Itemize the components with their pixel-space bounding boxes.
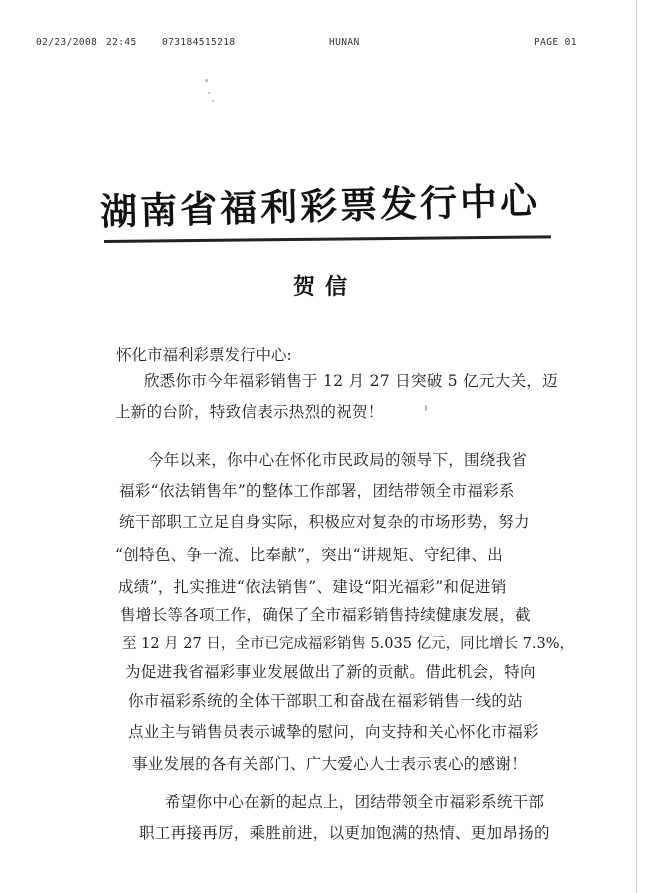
body-line: 至 12 月 27 日，全市已完成福彩销售 5.035 亿元，同比增长 7.3%， [122, 636, 575, 652]
body-line: 点业主与销售员表示诚挚的慰问，向支持和关心怀化市福彩 [128, 723, 539, 741]
salutation: 怀化市福利彩票发行中心: [116, 346, 292, 364]
fax-station-name: HUNAN [329, 37, 360, 48]
body-line: 你市福彩系统的全体干部职工和奋战在福彩销售一线的站 [128, 692, 524, 710]
body-line: 售增长等各项工作，确保了全市福彩销售持续健康发展，截 [120, 606, 531, 624]
body-line: 为促进我省福彩事业发展做出了新的贡献。借此机会，特向 [125, 663, 536, 681]
body-line: 欣悉你市今年福彩销售于 12 月 27 日突破 5 亿元大关，迈 [144, 372, 558, 390]
body-line: 统干部职工立足自身实际，积极应对复杂的市场形势，努力 [119, 513, 530, 531]
organization-letterhead-title: 湖南省福利彩票发行中心 [99, 178, 541, 234]
body-line: 今年以来，你中心在怀化市民政局的领导下，围绕我省 [148, 451, 528, 469]
body-line: 福彩“依法销售年”的整体工作部署，团结带领全市福彩系 [119, 482, 515, 500]
letter-title: 贺信 [292, 275, 357, 300]
fax-date: 02/23/2008 [36, 37, 98, 48]
body-line: 事业发展的各有关部门、广大爱心人士表示衷心的感谢！ [132, 755, 528, 773]
body-line: 希望你中心在新的起点上，团结带领全市福彩系统干部 [165, 793, 545, 811]
body-line: “创特色、争一流、比奉献”，突出“讲规矩、守纪律、出 [115, 546, 504, 564]
fax-time: 22:45 [106, 37, 137, 48]
body-line: 职工再接再厉，乘胜前进，以更加饱满的热情、更加昂扬的 [139, 824, 550, 842]
fax-page-number: PAGE 01 [534, 37, 577, 48]
body-line: 成绩”，扎实推进“依法销售”、建设“阳光福彩”和促进销 [118, 578, 507, 596]
fax-phone-number: 073184515218 [162, 37, 236, 48]
body-line: 上新的台阶，特致信表示热烈的祝贺！ [115, 403, 384, 421]
